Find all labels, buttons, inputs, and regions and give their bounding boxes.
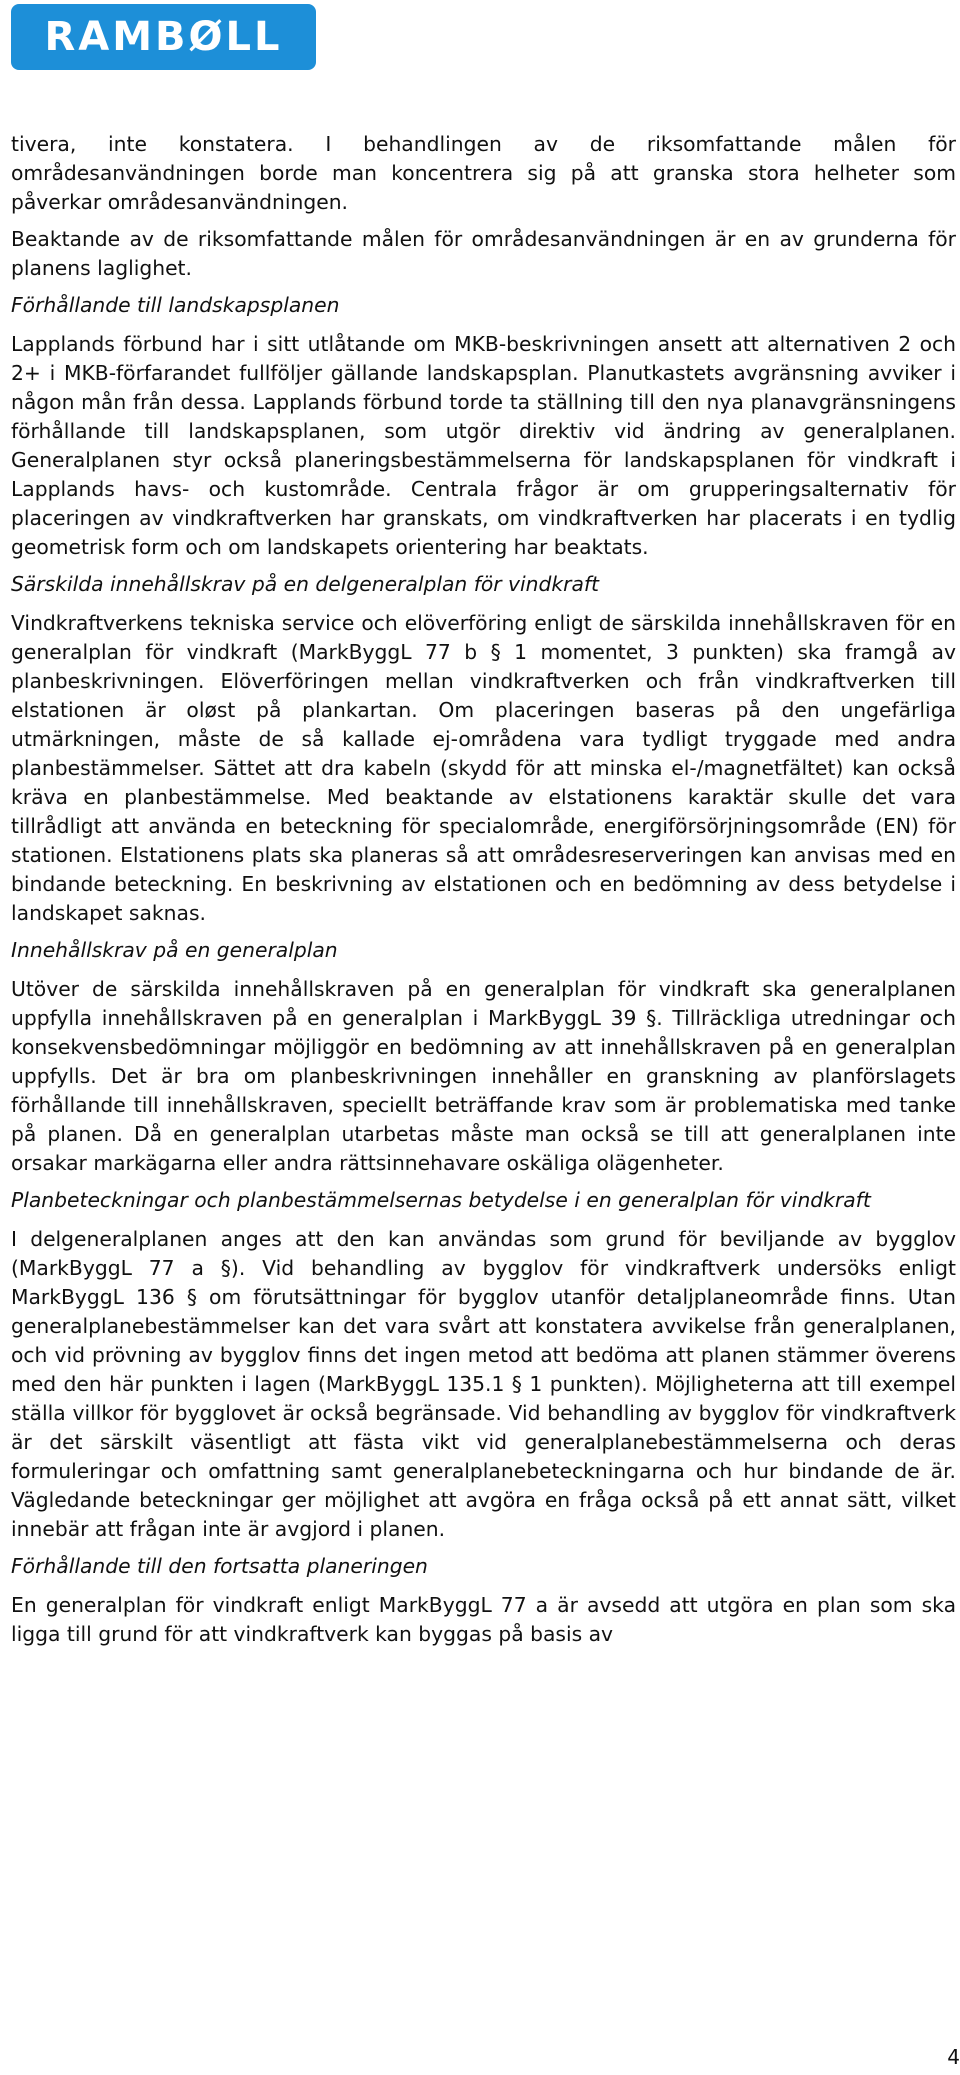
page-number: 4: [947, 2045, 960, 2069]
rambøll-logo: [11, 4, 316, 70]
paragraph: Utöver de särskilda innehållskraven på en generalplan för vindkraft ska generalplanen uppfylla innehållskraven på en generalplan i MarkByggL 39 §. Tillräckliga utredningar och konsekvensbedömningar möjliggör en bedömning av att innehållskraven på en generalplan uppfylls. Det är bra om planbeskrivningen innehåller en granskning av planförslagets förhållande till innehållskraven, speciellt beträffande krav som är problematiska med tanke på planen. Då en generalplan utarbetas måste man också se till att generalplanen inte orsakar markägarna eller andra rättsinnehavare oskäliga olägenheter.: [11, 977, 956, 1175]
section-heading: Planbeteckningar och planbestämmelsernas betydelse i en generalplan för vindkraft: [11, 1188, 871, 1212]
paragraph: tivera, inte konstatera. I behandlingen av de riksomfattande målen för områdesanvändningen borde man koncentrera sig på att granska stora helheter som påverkar områdesanvändningen.: [11, 132, 956, 214]
paragraph: Vindkraftverkens tekniska service och elöverföring enligt de särskilda innehållskraven för en generalplan för vindkraft (MarkByggL 77 b § 1 momentet, 3 punkten) ska framgå av planbeskrivningen. Elöverföringen mellan vindkraftverken och från vindkraftverken till elstationen är oløst på plankartan. Om placeringen baseras på den ungefärliga utmärkningen, måste de så kallade ej-områdena vara tydligt tryggade med andra planbestämmelser. Sättet att dra kabeln (skydd för att minska el-/magnetfältet) kan också kräva en planbestämmelse. Med beaktande av elstationens karaktär skulle det vara tillrådligt att använda en beteckning för specialområde, energiförsörjningsområde (EN) för stationen. Elstationens plats ska planeras så att områdesreserveringen kan anvisas med en bindande beteckning. En beskrivning av elstationen och en bedömning av dess betydelse i landskapet saknas.: [11, 611, 956, 925]
paragraph: Lapplands förbund har i sitt utlåtande om MKB-beskrivningen ansett att alternativen 2 och 2+ i MKB-förfarandet fullföljer gällande landskapsplan. Planutkastets avgränsning avviker i någon mån från dessa. Lapplands förbund torde ta ställning till den nya planavgränsningens förhållande till landskapsplanen, som utgör direktiv vid ändring av generalplanen. Generalplanen styr också planeringsbestämmelserna för landskapsplanen för vindkraft i Lapplands havs- och kustområde. Centrala frågor är om grupperingsalternativ för placeringen av vindkraftverken har granskats, om vindkraftverken har placerats i en tydlig geometrisk form och om landskapets orientering har beaktats.: [11, 332, 956, 559]
document-body: [11, 130, 956, 1657]
section-heading: Särskilda innehållskrav på en delgeneralplan för vindkraft: [11, 572, 600, 596]
paragraph: En generalplan för vindkraft enligt MarkByggL 77 a är avsedd att utgöra en plan som ska ligga till grund för att vindkraftverk kan byggas på basis av: [11, 1593, 956, 1646]
logo-text: RAMBØLL: [44, 14, 283, 60]
paragraph: I delgeneralplanen anges att den kan användas som grund för beviljande av bygglov (MarkByggL 77 a §). Vid behandling av bygglov för vindkraftverk undersöks enligt MarkByggL 136 § om förutsättningar för bygglov utanför detaljplaneområde finns. Utan generalplanebestämmelser kan det vara svårt att konstatera avvikelse från generalplanen, och vid prövning av bygglov finns det ingen metod att bedöma att planen stämmer överens med den här punkten i lagen (MarkByggL 135.1 § 1 punkten). Möjligheterna att till exempel ställa villkor för bygglovet är också begränsade. Vid behandling av bygglov för vindkraftverk är det särskilt väsentligt att fästa vikt vid generalplanebestämmelserna och deras formuleringar och omfattning samt generalplanebeteckningarna och hur bindande de är. Vägledande beteckningar ger möjlighet att avgöra en fråga också på ett annat sätt, vilket innebär att frågan inte är avgjord i planen.: [11, 1227, 956, 1541]
paragraph: Beaktande av de riksomfattande målen för områdesanvändningen är en av grunderna för planens laglighet.: [11, 227, 956, 280]
section-heading: Förhållande till den fortsatta planeringen: [11, 1554, 428, 1578]
section-heading: Innehållskrav på en generalplan: [11, 938, 338, 962]
section-heading: Förhållande till landskapsplanen: [11, 293, 340, 317]
